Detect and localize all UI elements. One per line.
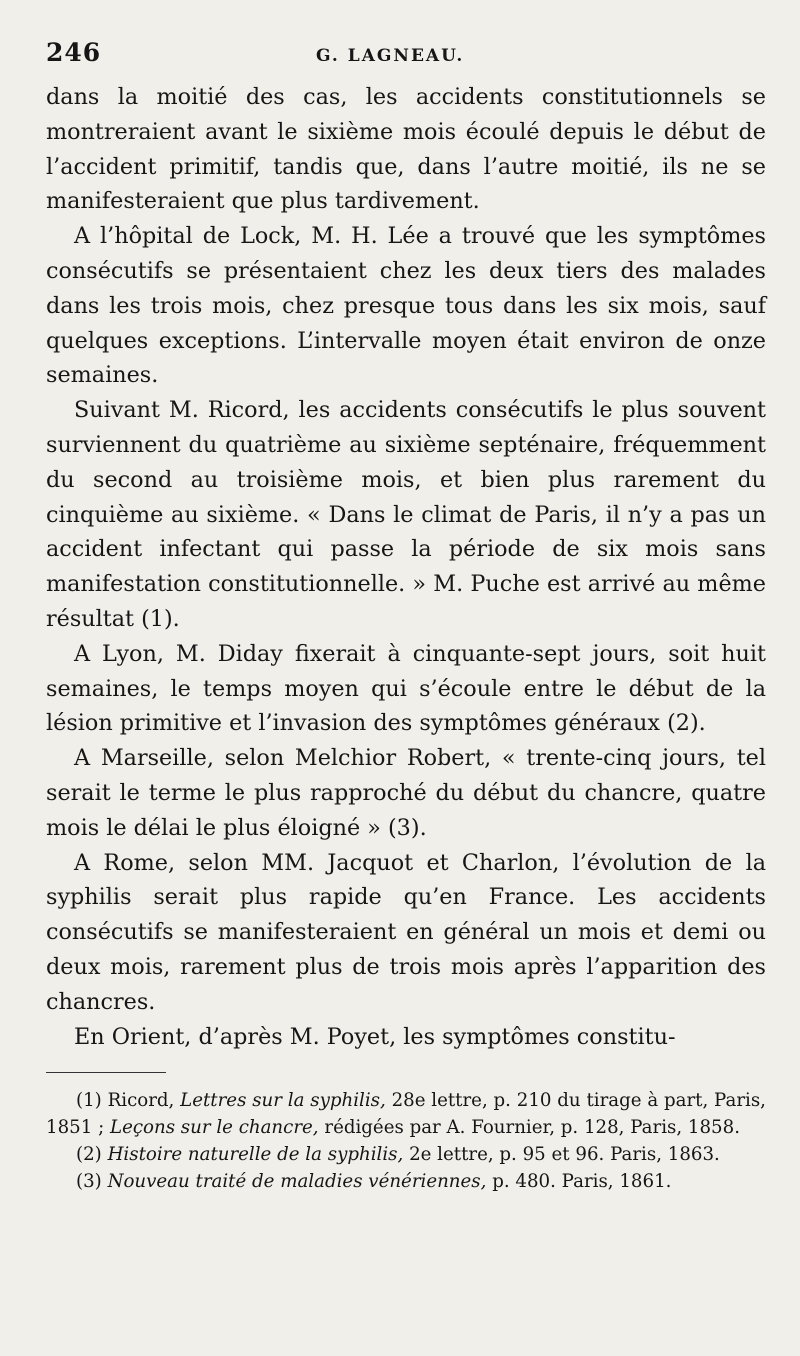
footnote-title: Leçons sur le chancre, bbox=[110, 1117, 319, 1139]
footnote-text: rédigées par A. Fournier, p. 128, Paris, 1858. bbox=[324, 1117, 740, 1139]
paragraph: dans la moitié des cas, les accidents constitutionnels se montreraient avant le sixième mois écoulé depuis le début de l’accident primitif, tandis que, dans l’autre moitié, ils ne se manifesteraient que plus tardivement. bbox=[46, 84, 766, 215]
paragraph: A l’hôpital de Lock, M. H. Lée a trouvé que les symptômes consécutifs se présentaient chez les deux tiers des malades dans les trois mois, chez presque tous dans les six mois, sauf quelques exceptions. L’intervalle moyen était environ de onze semaines. bbox=[46, 223, 766, 389]
paragraph: En Orient, d’après M. Poyet, les symptômes constitu- bbox=[74, 1023, 676, 1050]
running-head: G. LAGNEAU. bbox=[316, 46, 465, 66]
paragraph: A Marseille, selon Melchior Robert, « trente-cinq jours, tel serait le terme le plus rapproché du début du chancre, quatre mois le délai le plus éloigné » (3). bbox=[46, 745, 766, 841]
footnote-text: 2e lettre, p. 95 et 96. Paris, 1863. bbox=[409, 1144, 720, 1166]
footnote-text: p. 480. Paris, 1861. bbox=[492, 1171, 672, 1193]
footnote-title: Lettres sur la syphilis, bbox=[180, 1090, 386, 1112]
footnote-author: Ricord, bbox=[107, 1090, 175, 1112]
footnote-ref: (2) bbox=[76, 1144, 102, 1166]
page-number: 246 bbox=[46, 38, 102, 67]
page-header bbox=[46, 38, 766, 78]
footnote bbox=[46, 1141, 766, 1168]
paragraph: A Rome, selon MM. Jacquot et Charlon, l’évolution de la syphilis serait plus rapide qu’en France. Les accidents consécutifs se manifesteraient en général un mois et demi ou deux mois, rarement plus de trois mois après l’apparition des chancres. bbox=[46, 849, 766, 1015]
footnote bbox=[46, 1168, 766, 1195]
footnotes bbox=[46, 1087, 766, 1195]
footnote-title: Nouveau traité de maladies vénériennes, bbox=[107, 1171, 487, 1193]
footnote-text: 28e lettre, p. 210 du tirage à part, Paris, 1851 ; bbox=[46, 1090, 766, 1139]
paragraph: A Lyon, M. Diday fixerait à cinquante-sept jours, soit huit semaines, le temps moyen qui s’écoule entre le début de la lésion primitive et l’invasion des symptômes généraux (2). bbox=[46, 640, 766, 737]
paragraph: Suivant M. Ricord, les accidents consécutifs le plus souvent surviennent du quatrième au sixième septénaire, fréquemment du second au troisième mois, et bien plus rarement du cinquième au sixième. « Dans le climat de Paris, il n’y a pas un accident infectant qui passe la période de six mois sans manifestation constitutionnelle. » M. Puche est arrivé au même résultat (1). bbox=[46, 397, 766, 632]
footnote-ref: (1) bbox=[76, 1090, 102, 1112]
footnote-title: Histoire naturelle de la syphilis, bbox=[107, 1144, 404, 1166]
footnote-divider bbox=[46, 1072, 166, 1073]
footnote bbox=[46, 1087, 766, 1141]
footnote-ref: (3) bbox=[76, 1171, 102, 1193]
body-text bbox=[46, 80, 766, 1054]
